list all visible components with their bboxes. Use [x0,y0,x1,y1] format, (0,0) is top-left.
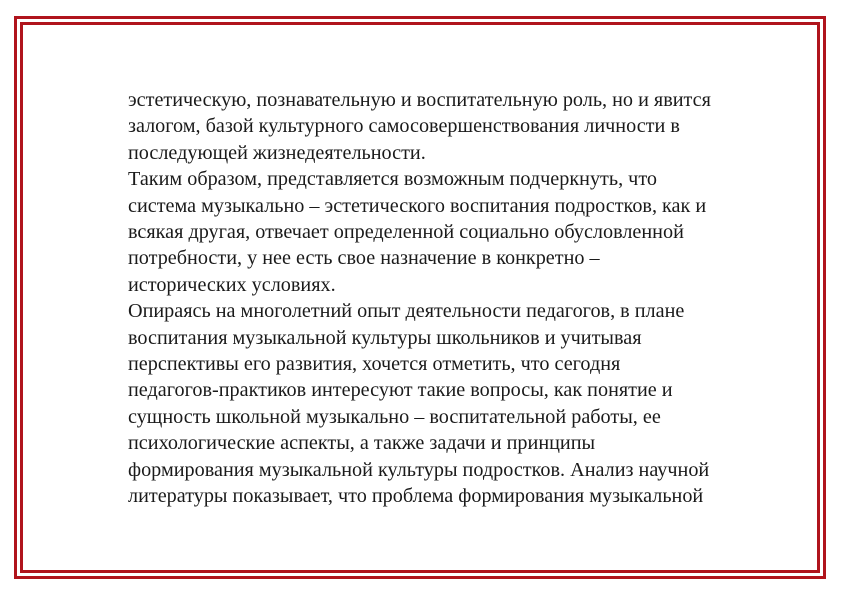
text-line: воспитания музыкальной культуры школьников и учитывая [128,326,642,349]
text-line: эстетическую, познавательную и воспитательную роль, но и явится [128,89,711,111]
text-line: потребности, у нее есть свое назначение в конкретно – [128,247,600,270]
text-line: психологические аспекты, а также задачи и принципы [128,432,596,455]
text-line: сущность школьной музыкально – воспитательной работы, ее [128,405,661,428]
text-line: всякая другая, отвечает определенной социально обусловленной [128,221,684,244]
text-line: Таким образом, представляется возможным подчеркнуть, что [128,168,657,191]
text-line: формирования музыкальной культуры подростков. Анализ научной [128,458,710,481]
text-line: залогом, базой культурного самосовершенствования личности в [128,115,680,138]
text-line: система музыкально – эстетического воспитания подростков, как и [128,194,707,217]
text-line: Опираясь на многолетний опыт деятельности педагогов, в плане [128,300,685,323]
text-line: исторических условиях. [128,273,336,296]
text-line: последующей жизнедеятельности. [128,141,426,164]
text-line: педагогов-практиков интересуют такие вопросы, как понятие и [128,379,673,402]
text-line: перспективы его развития, хочется отметить, что сегодня [128,353,621,376]
slide-text-body [128,87,768,510]
text-line: литературы показывает, что проблема формирования музыкальной [128,485,704,508]
